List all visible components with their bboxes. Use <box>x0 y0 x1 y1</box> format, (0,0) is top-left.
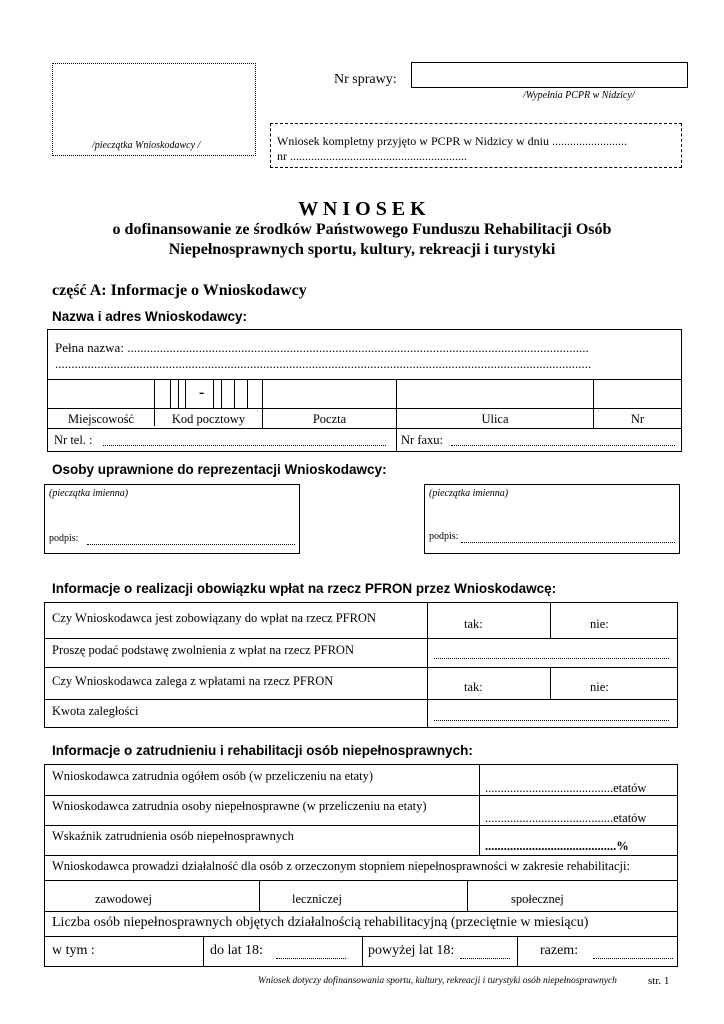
city-field[interactable] <box>48 380 155 408</box>
total-label: razem: <box>540 943 579 958</box>
full-name-field[interactable] <box>48 330 681 380</box>
pfron-table <box>44 602 678 728</box>
pfron-heading: Informacje o realizacji obowiązku wpłat na rzecz PFRON przez Wnioskodawcę: <box>52 581 557 596</box>
house-number-field[interactable] <box>594 380 681 408</box>
completeness-line-1: Wniosek kompletny przyjęto w PCPR w Nidzicy w dniu ......................... <box>277 134 627 148</box>
footer-text: Wniosek dotyczy dofinansowania sportu, kultury, rekreacji i turystyki osób niepełnosprawnych <box>258 976 617 986</box>
rehab-activity-label: Wnioskodawca prowadzi działalność dla osób z orzeczonym stopniem niepełnosprawności w zakresie rehabilitacji: <box>52 859 630 873</box>
disabled-employees-field[interactable]: .........................................etatów <box>485 811 647 825</box>
completeness-box <box>270 123 682 168</box>
page-number: str. 1 <box>648 975 670 987</box>
full-name-label: Pełna nazwa: .............................................................................................................................................. <box>55 340 589 355</box>
rehab-social[interactable]: społecznej <box>511 892 564 906</box>
pfron-arrears-amount-label: Kwota zaległości <box>52 704 139 718</box>
name-address-heading: Nazwa i adres Wnioskodawcy: <box>52 309 248 324</box>
document-title: W N I O S E K <box>298 198 426 220</box>
rehab-count-label: Liczba osób niepełnosprawnych objętych działalnością rehabilitacyjną (przeciętnie w miesiącu) <box>52 915 589 930</box>
employment-heading: Informacje o zatrudnieniu i rehabilitacji osób niepełnosprawnych: <box>52 743 473 758</box>
fax-field[interactable] <box>397 429 681 451</box>
signature-label-left: podpis: <box>49 533 79 544</box>
case-number-field[interactable] <box>411 62 688 88</box>
full-name-line-2: ..................................................................................................................................................................... <box>55 356 592 371</box>
under-18-field[interactable] <box>204 937 362 967</box>
over-18-label: powyżej lat 18: <box>368 943 455 958</box>
representatives-heading: Osoby uprawnione do reprezentacji Wnioskodawcy: <box>52 462 387 477</box>
street-label: Ulica <box>397 409 594 428</box>
rehab-vocational[interactable]: zawodowej <box>95 892 152 906</box>
document-subtitle-2: Niepełnosprawnych sportu, kultury, rekreacji i turystyki <box>168 241 556 258</box>
stamp-caption: /pieczątka Wnioskodawcy / <box>92 140 201 151</box>
postal-code-label: Kod pocztowy <box>155 409 263 428</box>
post-office-field[interactable] <box>263 380 397 408</box>
pfron-arrears-label: Czy Wnioskodawca zalega z wpłatami na rzecz PFRON <box>52 674 334 688</box>
pfron-obliged-label: Czy Wnioskodawca jest zobowiązany do wpłat na rzecz PFRON <box>52 611 376 625</box>
total-field[interactable] <box>518 937 677 967</box>
city-label: Miejscowość <box>48 409 155 426</box>
house-number-label: Nr <box>630 412 645 426</box>
phone-field[interactable] <box>48 429 397 451</box>
case-number-label: Nr sprawy: <box>334 72 397 87</box>
completeness-line-2: nr ........................................................... <box>277 149 467 163</box>
postal-code-dash: - <box>199 384 205 401</box>
pfron-arrears-yes[interactable]: tak: <box>464 680 483 694</box>
stamp-label-left: (pieczątka imienna) <box>49 488 129 499</box>
employment-rate-field[interactable]: ..........................................% <box>485 839 629 853</box>
phone-label: Nr tel. : <box>54 433 93 447</box>
employment-table <box>44 764 678 967</box>
street-field[interactable] <box>397 380 594 408</box>
representative-box-right[interactable] <box>424 484 680 554</box>
signature-label-right: podpis: <box>429 531 459 542</box>
pfron-obliged-yes[interactable]: tak: <box>464 617 483 631</box>
postal-code-boxes[interactable] <box>155 380 262 408</box>
case-number-note: /Wypełnia PCPR w Nidzicy/ <box>523 90 635 101</box>
total-employees-label: Wnioskodawca zatrudnia ogółem osób (w przeliczeniu na etaty) <box>52 769 374 783</box>
employment-rate-label: Wskaźnik zatrudnienia osób niepełnosprawnych <box>52 829 294 843</box>
pfron-obliged-no[interactable]: nie: <box>590 617 609 631</box>
over-18-field[interactable] <box>363 937 517 967</box>
fax-label: Nr faxu: <box>401 433 443 447</box>
document-subtitle-1: o dofinansowanie ze środków Państwowego Funduszu Rehabilitacji Osób <box>112 221 612 238</box>
pfron-arrears-amount-field[interactable] <box>428 700 677 728</box>
address-table <box>47 329 682 452</box>
representative-box-left[interactable] <box>44 484 300 554</box>
total-employees-field[interactable]: .........................................etatów <box>485 781 647 795</box>
rehab-medical[interactable]: leczniczej <box>292 892 342 906</box>
post-office-label: Poczta <box>263 409 397 428</box>
pfron-exemption-label: Proszę podać podstawę zwolnienia z wpłat na rzecz PFRON <box>52 643 354 657</box>
disabled-employees-label: Wnioskodawca zatrudnia osoby niepełnosprawne (w przeliczeniu na etaty) <box>52 799 427 813</box>
pfron-arrears-no[interactable]: nie: <box>590 680 609 694</box>
part-a-heading: część A: Informacje o Wnioskodawcy <box>52 282 307 299</box>
pfron-exemption-field[interactable] <box>428 639 677 667</box>
in-that-label: w tym : <box>52 943 95 958</box>
stamp-label-right: (pieczątka imienna) <box>429 488 509 499</box>
under-18-label: do lat 18: <box>210 943 263 958</box>
